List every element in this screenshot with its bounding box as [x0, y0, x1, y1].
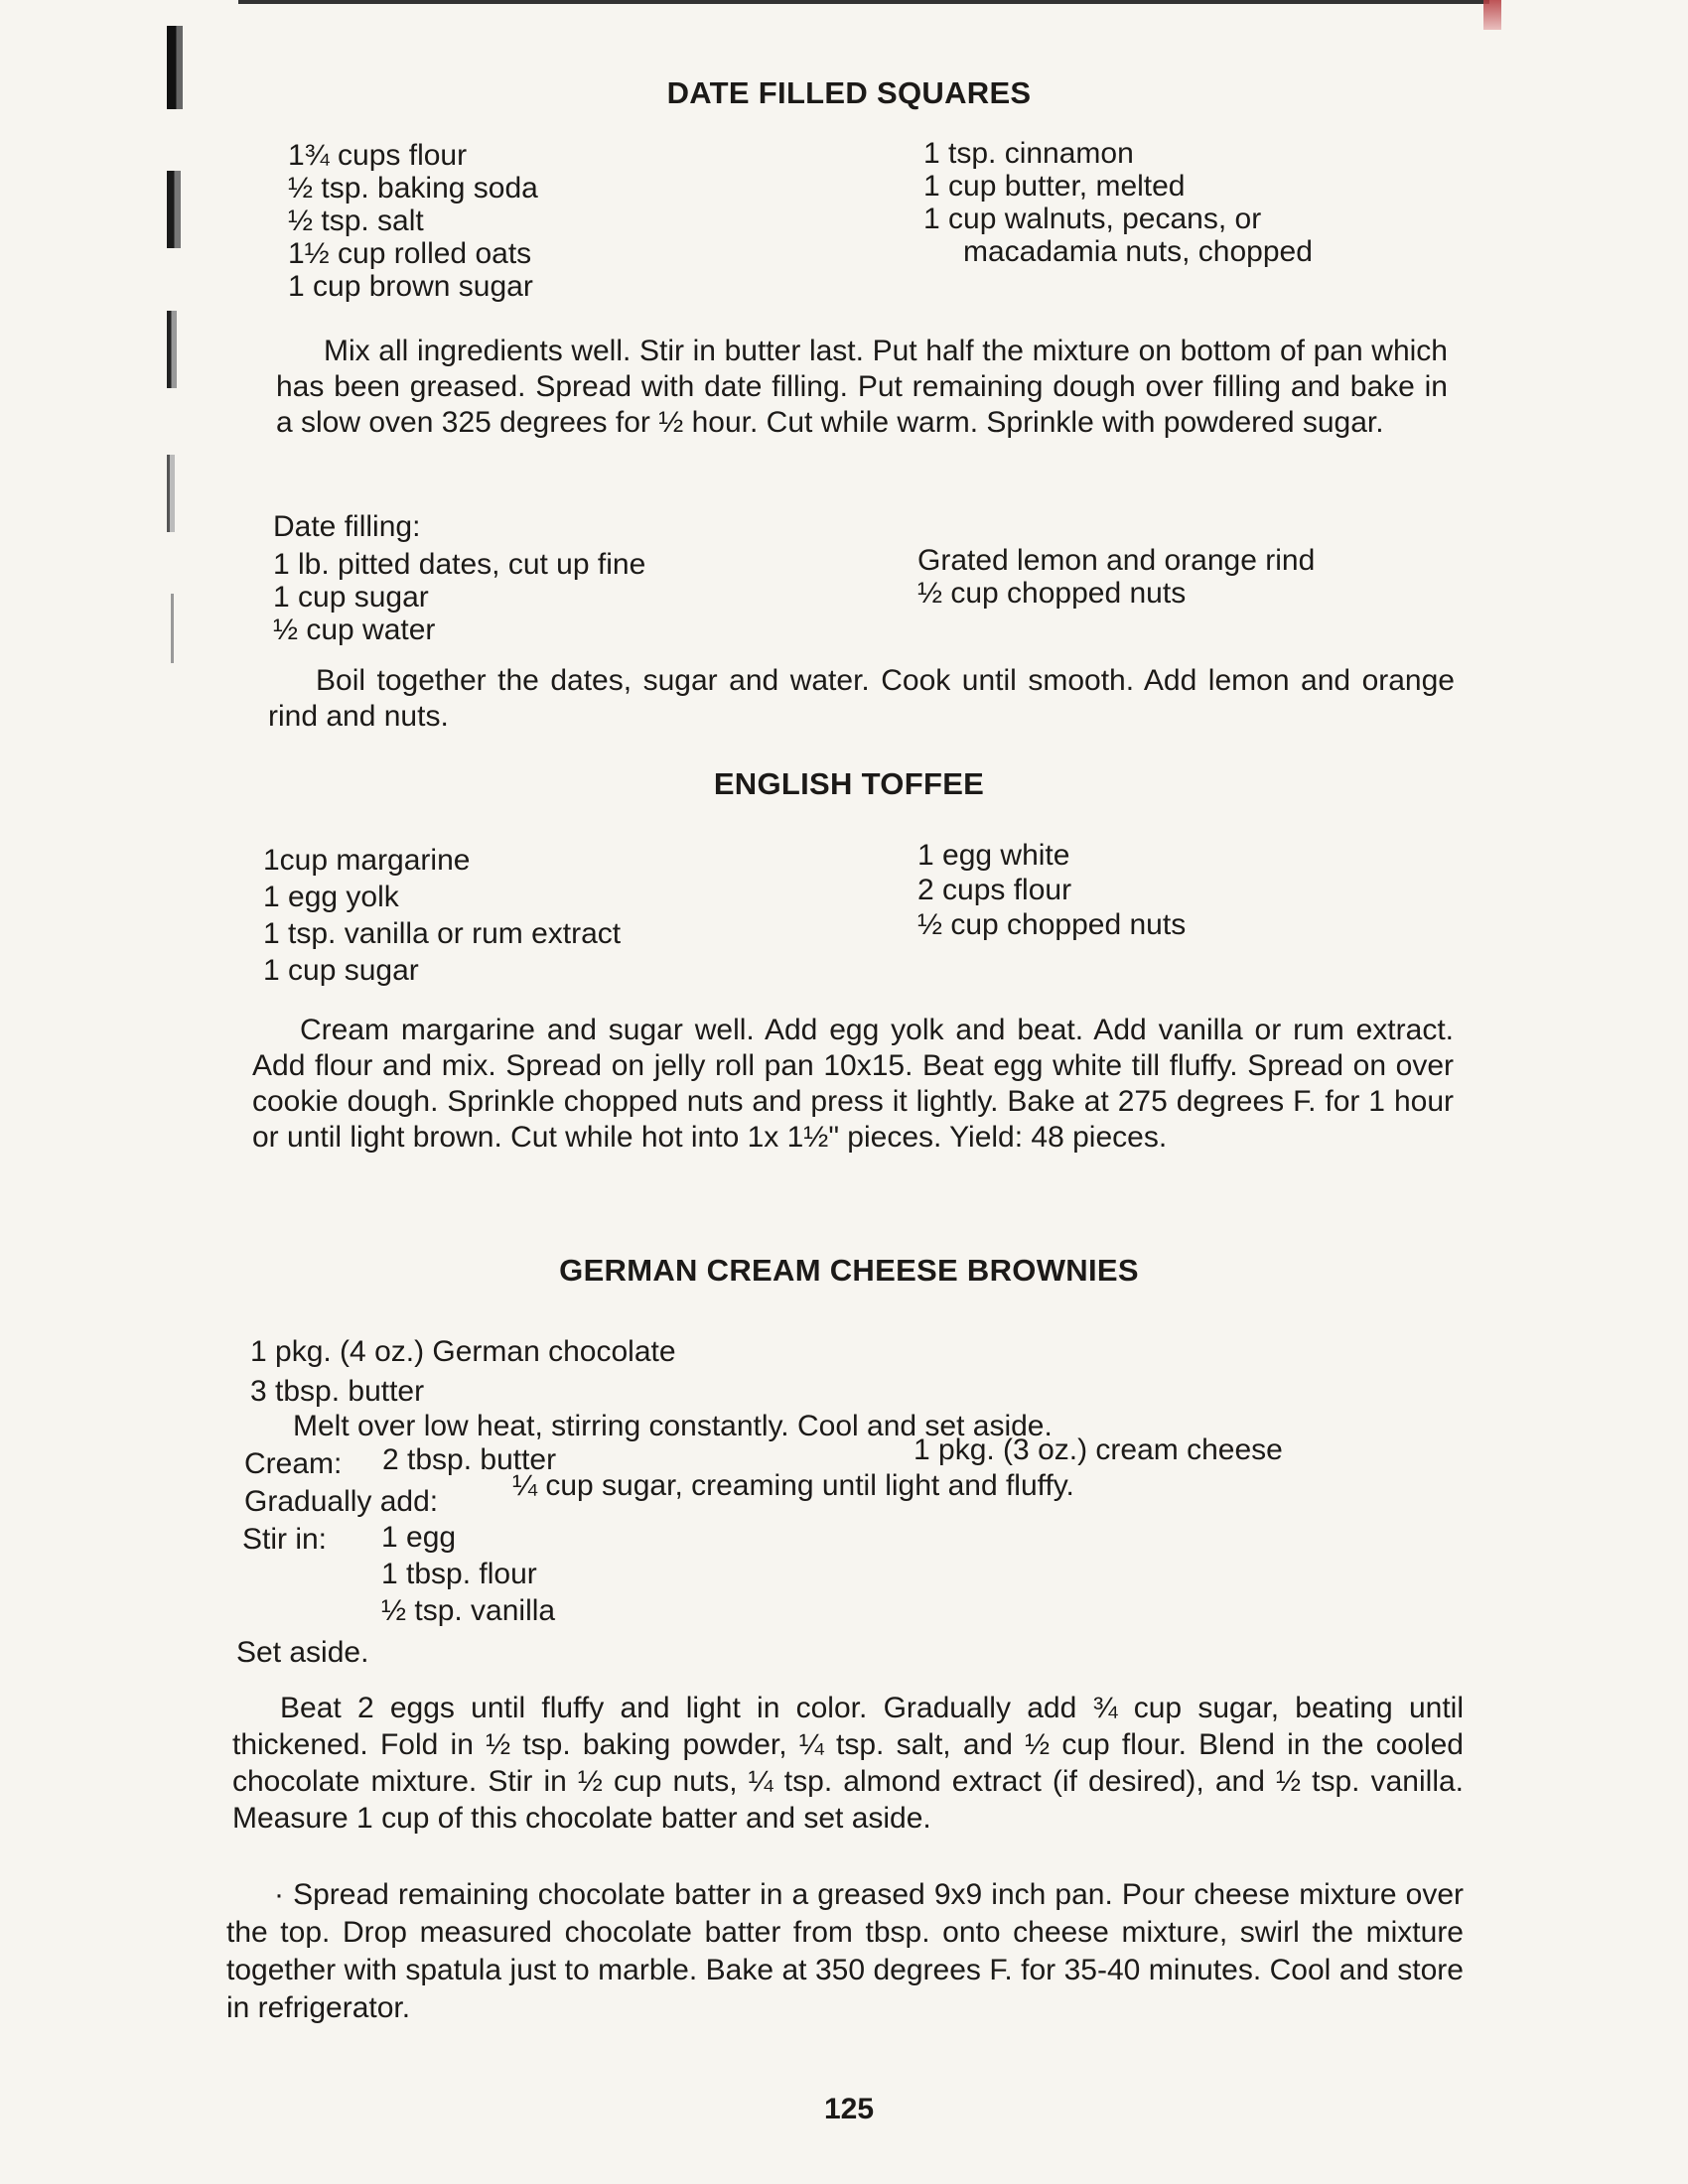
page-number: 125 [823, 2093, 875, 2125]
set-aside-line: Set aside. [236, 1636, 369, 1669]
binding-mark [167, 26, 183, 109]
ingredients-right-toffee [917, 838, 1186, 942]
ingredients-left-date-squares [288, 139, 538, 303]
cream-item-right: 1 pkg. (3 oz.) cream cheese [914, 1433, 1283, 1466]
cream-item: 2 tbsp. butter [382, 1443, 557, 1476]
cookbook-page [218, 0, 1479, 2184]
ingredient: ½ cup chopped nuts [917, 577, 1187, 610]
ingredient: 1 tbsp. flour [381, 1558, 537, 1590]
recipe-title-toffee: ENGLISH TOFFEE [713, 766, 985, 801]
stir-in-label: Stir in: [242, 1523, 328, 1556]
filling-instructions-text: Boil together the dates, sugar and water. Cook until smooth. Add lemon and orange rind and nuts. [268, 664, 1455, 733]
ingredient: ½ cup water [273, 614, 436, 646]
ingredient: 1cup margarine [263, 844, 471, 877]
ingredient: 1 tsp. cinnamon [923, 137, 1134, 170]
brownies-paragraph-1 [232, 1690, 1464, 1837]
ingredient: ½ cup chopped nuts [917, 908, 1187, 941]
ingredient: 1 cup walnuts, pecans, or [923, 203, 1262, 235]
ingredient: Grated lemon and orange rind [917, 544, 1316, 577]
ingredient: ½ tsp. baking soda [288, 172, 538, 205]
ingredient: 1½ cup rolled oats [288, 237, 532, 270]
ingredient: ½ tsp. salt [288, 205, 424, 237]
ingredient: 1 lb. pitted dates, cut up fine [273, 548, 646, 581]
melt-instruction: Melt over low heat, stirring constantly. Cool and set aside. [293, 1410, 1053, 1442]
gradually-label: Gradually add: [244, 1485, 439, 1518]
corner-bookmark-mark [1483, 0, 1501, 30]
instructions-text: Mix all ingredients well. Stir in butter last. Put half the mixture on bottom of pan which has been greased. Spread with date filling. Put remaining dough over filling and bake in a slow oven 325 degrees for ½ hour. Cut while warm. Sprinkle with powdered sugar. [276, 335, 1448, 439]
recipe-title-date-squares: DATE FILLED SQUARES [666, 75, 1032, 110]
ingredients-right-date-squares [923, 137, 1313, 268]
instructions-toffee [252, 1013, 1454, 1156]
ingredient: 1 tsp. vanilla or rum extract [263, 917, 622, 950]
paragraph-text: · Spread remaining chocolate batter in a greased 9x9 inch pan. Pour cheese mixture over the top. Drop measured chocolate batter from tbsp. onto cheese mixture, swirl the mixture together with spatula just to marble. Bake at 350 degrees F. for 35-40 minutes. Cool and store in refrigerator. [226, 1878, 1464, 2024]
ingredient: 1 egg yolk [263, 881, 399, 913]
binding-mark [171, 594, 174, 663]
ingredient: 1 cup brown sugar [288, 270, 533, 303]
brownies-paragraph-2 [226, 1876, 1464, 2027]
filling-right [917, 544, 1315, 610]
filling-label: Date filling: [273, 510, 421, 543]
ingredient: 1 egg white [917, 839, 1070, 872]
ingredient: 1 cup sugar [263, 954, 419, 987]
ingredient: macadamia nuts, chopped [963, 235, 1313, 268]
filling-left [273, 548, 645, 646]
binding-mark [167, 311, 177, 388]
binding-mark [167, 171, 181, 248]
ingredient: 1 cup butter, melted [923, 170, 1186, 203]
binding-mark [167, 455, 175, 532]
filling-instructions [268, 663, 1455, 735]
paragraph-text: Beat 2 eggs until fluffy and light in color. Gradually add ¾ cup sugar, beating until thickened. Fold in ½ tsp. baking powder, ¼ tsp. salt, and ½ cup flour. Blend in the cooled chocolate mixture. Stir in ½ cup nuts, ¼ tsp. almond extract (if desired), and ½ tsp. vanilla. Measure 1 cup of this chocolate batter and set aside. [232, 1692, 1464, 1835]
ingredients-left-toffee [263, 842, 621, 989]
cream-label: Cream: [244, 1447, 343, 1480]
ingredient: 1¾ cups flour [288, 139, 468, 172]
chocolate-ingredients [250, 1332, 676, 1412]
instructions-text: Cream margarine and sugar well. Add egg yolk and beat. Add vanilla or rum extract. Add flour and mix. Spread on jelly roll pan 10x15. Beat egg white till fluffy. Spread on over cookie dough. Sprinkle chopped nuts and press it lightly. Bake at 275 degrees F. for 1 hour or until light brown. Cut while hot into 1x 1½" pieces. Yield: 48 pieces. [252, 1014, 1454, 1154]
ingredient: 3 tbsp. butter [250, 1375, 425, 1408]
ingredient: 1 cup sugar [273, 581, 429, 614]
instructions-date-squares [276, 334, 1448, 441]
stir-in-items [381, 1519, 555, 1629]
gradually-item: ¼ cup sugar, creaming until light and fluffy. [512, 1469, 1074, 1502]
ingredient: 1 pkg. (4 oz.) German chocolate [250, 1335, 676, 1368]
ingredient: 2 cups flour [917, 874, 1072, 906]
recipe-title-brownies: GERMAN CREAM CHEESE BROWNIES [559, 1253, 1139, 1288]
ingredient: ½ tsp. vanilla [381, 1594, 556, 1627]
ingredient: 1 egg [381, 1521, 457, 1554]
